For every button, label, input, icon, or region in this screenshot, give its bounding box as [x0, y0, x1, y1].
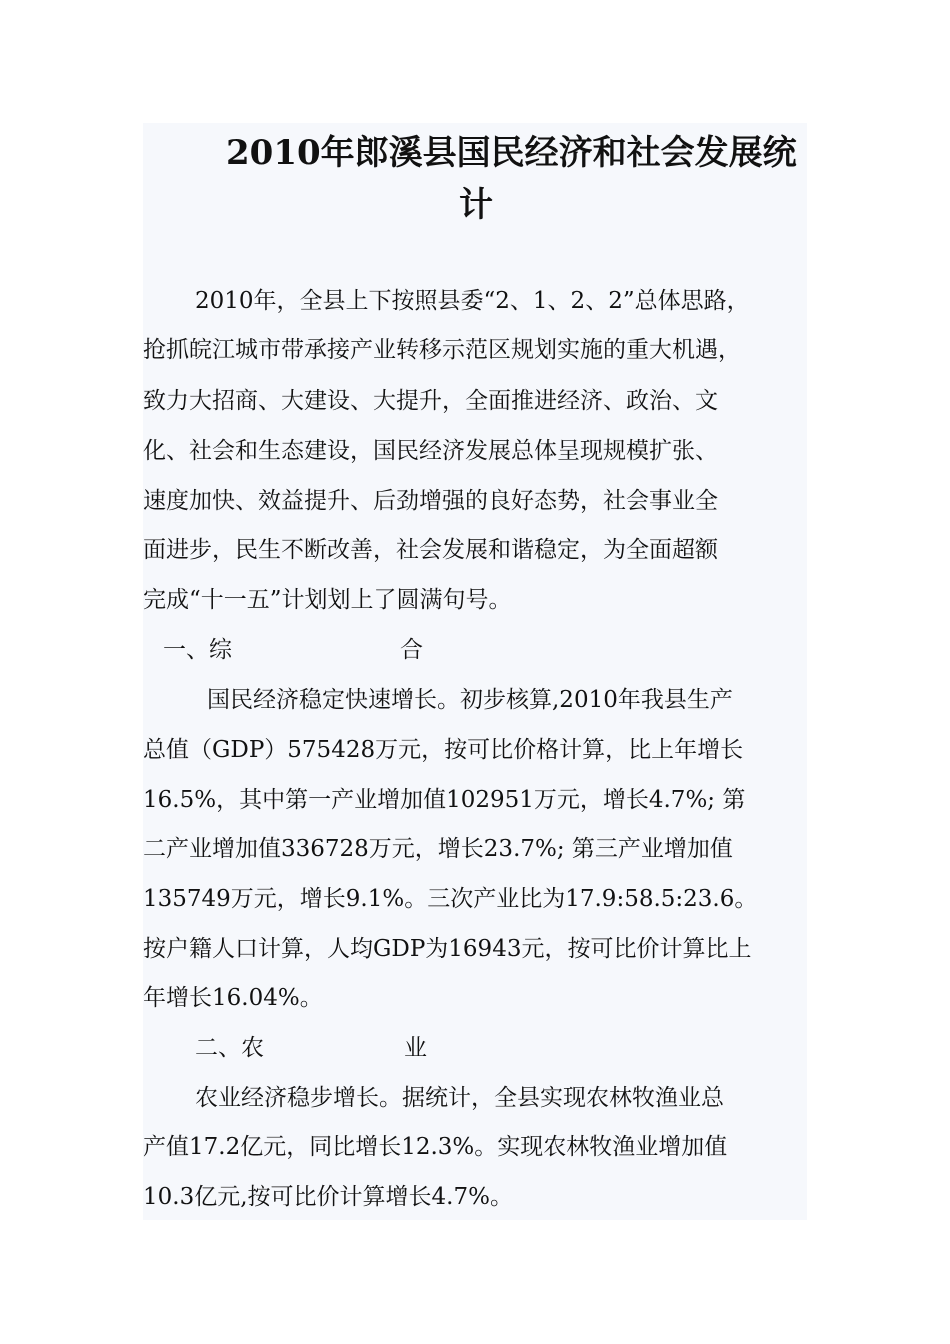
- section2-line: 产值17.2亿元，同比增长12.3%。实现农林牧渔业增加值: [143, 1134, 728, 1160]
- section1-line: 135749万元，增长9.1%。三次产业比为17.9:58.5:23.6。: [143, 886, 758, 912]
- section1-line: 16.5%，其中第一产业增加值102951万元，增长4.7%; 第: [143, 787, 746, 813]
- document-title-line-2: 计: [459, 185, 493, 225]
- section2-line: 10.3亿元,按可比价计算增长4.7%。: [143, 1184, 513, 1210]
- section-heading-agriculture-right: 业: [404, 1035, 427, 1061]
- section-heading-general-right: 合: [400, 637, 423, 663]
- intro-line: 致力大招商、大建设、大提升，全面推进经济、政治、文: [143, 388, 718, 414]
- intro-line: 抢抓皖江城市带承接产业转移示范区规划实施的重大机遇，: [143, 337, 741, 363]
- section-heading-general: [143, 625, 807, 675]
- section1-line: 二产业增加值336728万元，增长23.7%; 第三产业增加值: [143, 836, 733, 862]
- intro-line: 化、社会和生态建设，国民经济发展总体呈现规模扩张、: [143, 438, 718, 464]
- intro-line: 完成“十一五”计划划上了圆满句号。: [143, 587, 512, 613]
- section1-line: 年增长16.04%。: [143, 985, 323, 1011]
- section1-line: 国民经济稳定快速增长。初步核算,2010年我县生产: [207, 687, 733, 713]
- section1-line: 总值（GDP）575428万元，按可比价格计算，比上年增长: [143, 737, 744, 763]
- intro-line: 速度加快、效益提升、后劲增强的良好态势，社会事业全: [143, 488, 718, 514]
- section-heading-agriculture-left: 二、农: [195, 1035, 264, 1061]
- section-heading-general-left: 一、综: [163, 637, 232, 663]
- section2-line: 农业经济稳步增长。据统计，全县实现农林牧渔业总: [195, 1085, 724, 1111]
- section-heading-agriculture: [143, 1023, 807, 1073]
- intro-line: 2010年，全县上下按照县委“2、1、2、2”总体思路，: [195, 288, 750, 314]
- document-title-line-1: 2010年郎溪县国民经济和社会发展统: [226, 133, 797, 173]
- intro-line: 面进步，民生不断改善，社会发展和谐稳定，为全面超额: [143, 537, 718, 563]
- section1-line: 按户籍人口计算，人均GDP为16943元，按可比价计算比上: [143, 936, 752, 962]
